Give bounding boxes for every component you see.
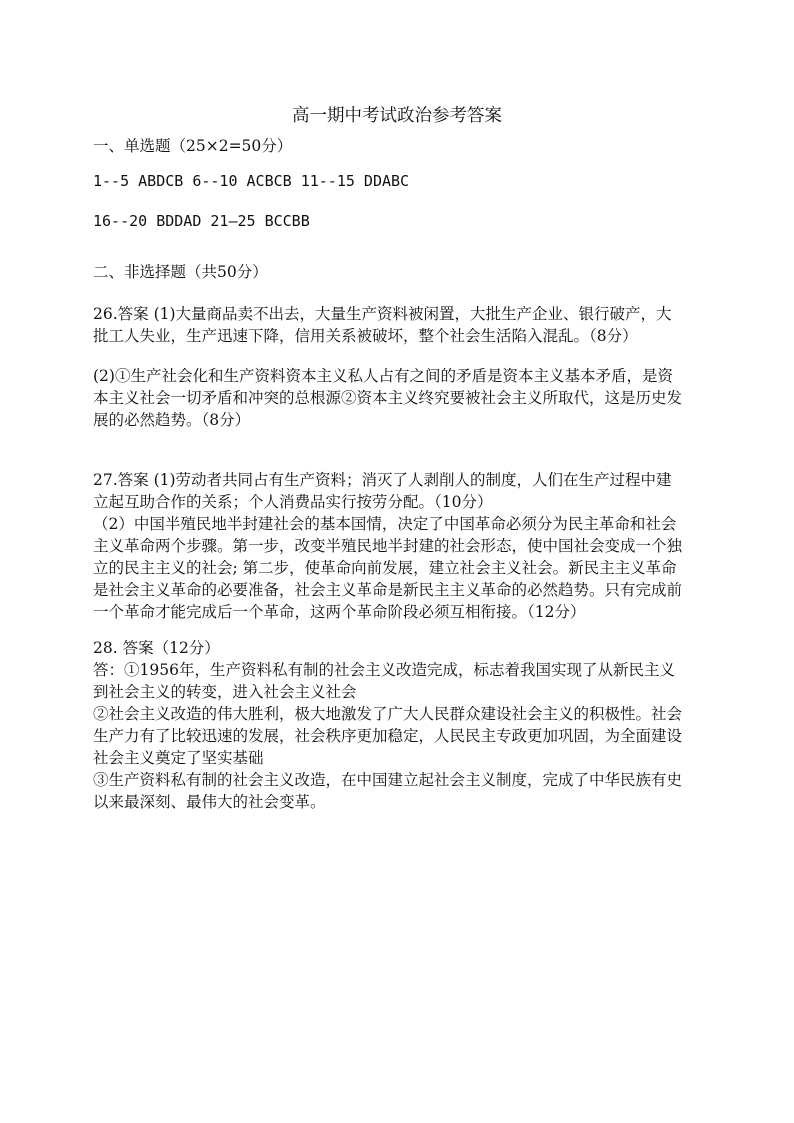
q27-line-6: 是社会主义革命的必要准备，社会主义革命是新民主主义革命的必然趋势。只有完成前 [93, 581, 683, 599]
q27-line-5: 立的民主主义的社会; 第二步，使革命向前发展，建立社会主义社会。新民主主义革命 [93, 559, 677, 577]
q26-line-3: (2)①生产社会化和生产资料资本主义私人占有之间的矛盾是资本主义基本矛盾，是资 [93, 367, 673, 385]
q28-line-4: ②社会主义改造的伟大胜利，极大地激发了广大人民群众建设社会主义的积极性。社会 [93, 705, 683, 723]
q26-line-4: 本主义社会一切矛盾和冲突的总根源②资本主义终究要被社会主义所取代，这是历史发 [93, 389, 683, 407]
page-title: 高一期中考试政治参考答案 [292, 106, 502, 126]
q27-line-4: 主义革命两个步骤。第一步，改变半殖民地半封建的社会形态，使中国社会变成一个独 [93, 537, 683, 555]
q27-line-2: 立起互助合作的关系；个人消费品实行按劳分配。（10分） [93, 493, 493, 511]
q28-line-3: 到社会主义的转变，进入社会主义社会 [93, 683, 357, 701]
section2-heading: 二、非选择题（共50分） [93, 263, 268, 281]
q26-line-1: 26.答案 (1)大量商品卖不出去，大量生产资料被闲置，大批生产企业、银行破产，大 [93, 305, 672, 323]
q28-line-8: 以来最深刻、最伟大的社会变革。 [93, 793, 326, 811]
q26-line-5: 展的必然趋势。（8分） [93, 411, 251, 429]
q27-line-7: 一个革命才能完成后一个革命，这两个革命阶段必须互相衔接。（12分） [93, 603, 586, 621]
answers-row-1: 1--5 ABDCB 6--10 ACBCB 11--15 DDABC [93, 172, 410, 190]
section1-heading: 一、单选题（25×2=50分） [93, 137, 293, 155]
q28-line-7: ③生产资料私有制的社会主义改造，在中国建立起社会主义制度，完成了中华民族有史 [93, 771, 683, 789]
q27-line-1: 27.答案 (1)劳动者共同占有生产资料；消灭了人剥削人的制度，人们在生产过程中建 [93, 471, 672, 489]
q27-line-3: （2）中国半殖民地半封建社会的基本国情，决定了中国革命必须分为民主革命和社会 [93, 515, 677, 533]
q28-line-1: 28. 答案（12分） [93, 639, 220, 657]
q28-line-2: 答：①1956年，生产资料私有制的社会主义改造完成，标志着我国实现了从新民主义 [93, 661, 675, 679]
q28-line-6: 社会主义奠定了坚实基础 [93, 749, 264, 767]
q28-line-5: 生产力有了比较迅速的发展，社会秩序更加稳定，人民民主专政更加巩固，为全面建设 [93, 727, 683, 745]
answers-row-2: 16--20 BDDAD 21—25 BCCBB [93, 212, 310, 230]
q26-line-2: 批工人失业，生产迅速下降，信用关系被破坏，整个社会生活陷入混乱。（8分） [93, 327, 638, 345]
